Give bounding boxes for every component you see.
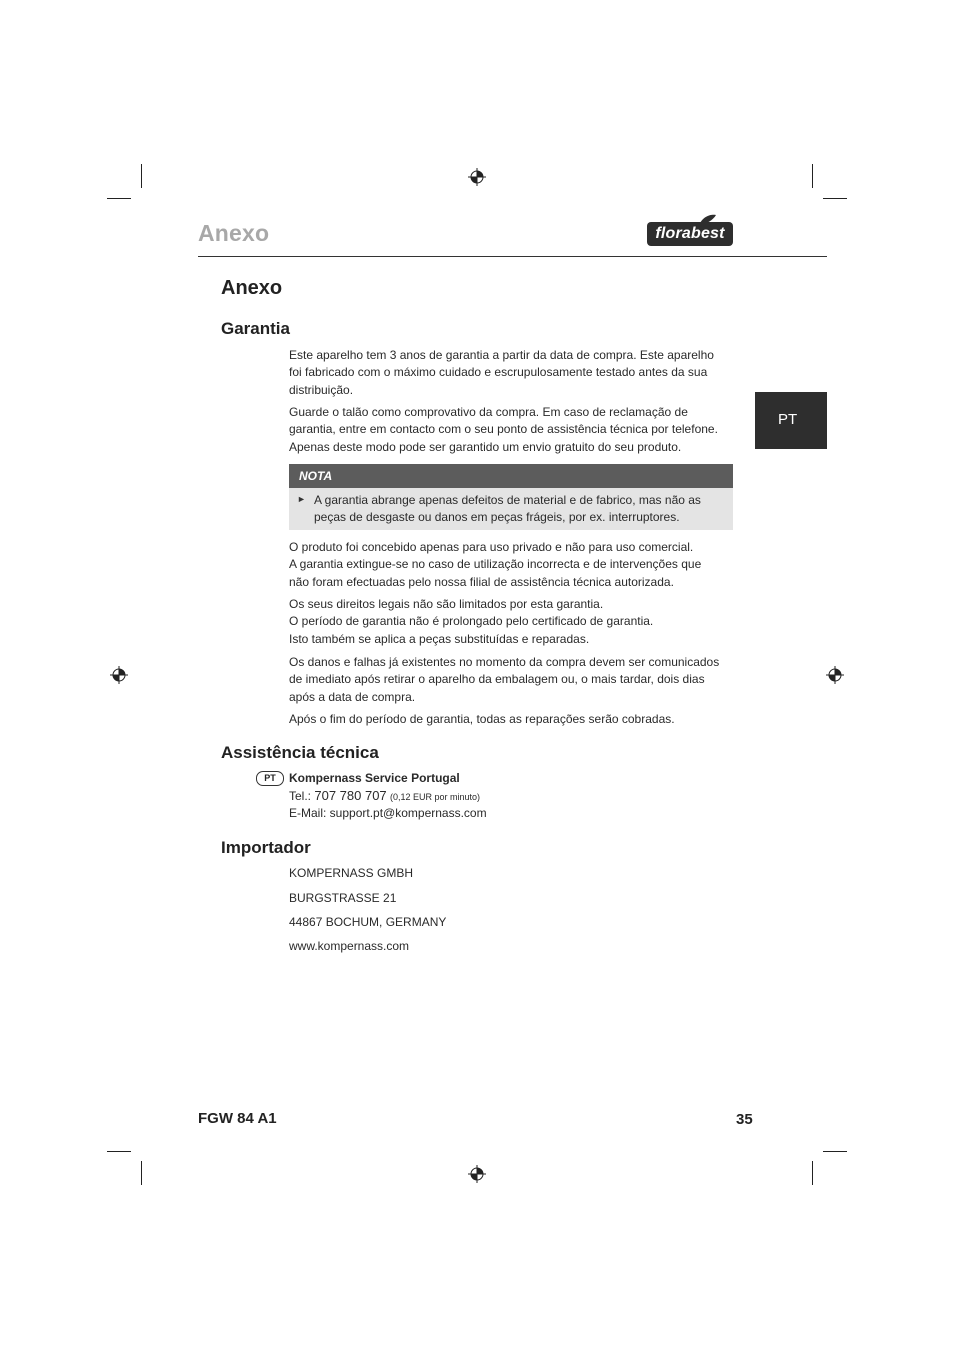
logo-text: florabest [647,222,733,246]
crop-mark [141,164,142,188]
garantia-heading: Garantia [221,319,290,338]
crop-mark [823,198,847,199]
importer-city: 44867 BOCHUM, GERMANY [289,915,447,929]
page-number: 35 [736,1111,753,1128]
importer-company: KOMPERNASS GMBH [289,866,414,880]
tel-rate: (0,12 EUR por minuto) [390,792,481,802]
text-line: distribuição. [289,382,354,397]
language-tab [755,392,827,449]
service-email: E-Mail: support.pt@kompernass.com [289,806,487,820]
text-line: foi fabricado com o máximo cuidado e escrupulosamente testado antes da sua [289,365,708,380]
text-line: peças de desgaste ou danos em peças frágeis, por ex. interruptores. [314,510,680,525]
header-title: Anexo [198,220,270,246]
language-tab-label: PT [778,411,798,428]
registration-mark-icon [468,168,486,186]
header-divider [198,256,827,257]
assistencia-heading: Assistência técnica [221,743,379,762]
page-title: Anexo [221,277,283,299]
tel-number: 707 780 707 [314,788,387,803]
text-line: após a data de compra. [289,689,416,704]
crop-mark [812,1161,813,1185]
text-line: não foram efectuadas pelo nossa filial de assistência técnica autorizada. [289,574,674,589]
note-text [314,492,701,527]
garantia-paragraph-4 [289,596,737,648]
bullet-arrow-icon: ► [297,494,306,504]
brand-logo [647,214,733,246]
text-line: de imediato após retirar o aparelho da embalagem ou, o mais tardar, dois dias [289,672,705,687]
service-name: Kompernass Service Portugal [289,771,460,785]
note-header [289,464,733,488]
crop-mark [812,164,813,188]
importador-heading: Importador [221,838,311,857]
crop-mark [823,1151,847,1152]
tel-label: Tel.: [289,789,312,803]
note-box [289,464,733,530]
text-line: A garantia abrange apenas defeitos de material e de fabrico, mas não as [314,493,701,507]
text-line: Os seus direitos legais não são limitados por esta garantia. [289,597,604,611]
garantia-paragraph-1 [289,347,737,399]
text-line: O período de garantia não é prolongado pelo certificado de garantia. [289,614,654,629]
text-line: Os danos e falhas já existentes no momento da compra devem ser comunicados [289,655,720,669]
crop-mark [107,1151,131,1152]
crop-mark [141,1161,142,1185]
garantia-paragraph-3 [289,539,737,591]
garantia-paragraph-6 [289,711,737,728]
importer-street: BURGSTRASSE 21 [289,891,397,905]
registration-mark-icon [468,1165,486,1183]
text-line: Este aparelho tem 3 anos de garantia a partir da data de compra. Este aparelho [289,348,714,362]
registration-mark-icon [826,666,844,684]
text-line: A garantia extingue-se no caso de utilização incorrecta e de intervenções que [289,557,702,572]
text-line: Apenas deste modo pode ser garantido um envio gratuito do seu produto. [289,439,682,454]
text-line: Isto também se aplica a peças substituídas e reparadas. [289,631,590,646]
text-line: garantia, entre em contacto com o seu ponto de assistência técnica por telefone. [289,422,718,437]
country-badge: PT [256,771,284,786]
garantia-paragraph-2 [289,404,737,456]
text-line: Após o fim do período de garantia, todas as reparações serão cobradas. [289,712,675,726]
crop-mark [107,198,131,199]
footer-model: FGW 84 A1 [198,1110,277,1127]
garantia-paragraph-5 [289,654,737,706]
text-line: O produto foi concebido apenas para uso privado e não para uso comercial. [289,540,694,554]
text-line: Guarde o talão como comprovativo da compra. Em caso de reclamação de [289,405,688,419]
importer-website[interactable]: www.kompernass.com [289,939,410,953]
service-phone [289,788,480,803]
note-label: NOTA [299,469,333,483]
registration-mark-icon [110,666,128,684]
